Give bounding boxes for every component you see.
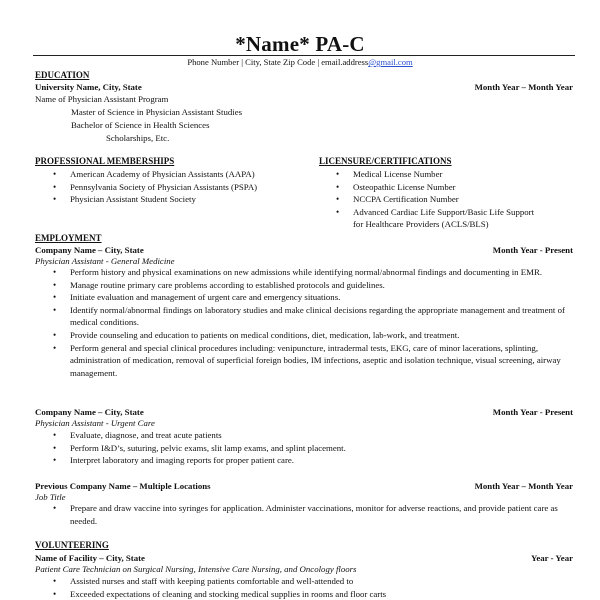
list-item: • NCCPA Certification Number xyxy=(353,193,534,206)
job-2-company: Company Name – City, State xyxy=(35,407,144,417)
job-1-company: Company Name – City, State xyxy=(35,245,144,255)
email-domain-link[interactable]: @gmail.com xyxy=(368,57,413,67)
volunteer-facility: Name of Facility – City, State xyxy=(35,553,145,563)
volunteering-heading: VOLUNTEERING xyxy=(35,540,109,550)
education-dates: Month Year – Month Year xyxy=(474,82,573,92)
job-1-bullets xyxy=(70,266,570,379)
memberships-list xyxy=(70,168,257,206)
list-item: • Perform history and physical examinations on new admissions while identifying normal/abnormal findings and documenting in EMR. xyxy=(70,266,570,279)
list-item: • American Academy of Physician Assistants (AAPA) xyxy=(70,168,257,181)
licensure-continuation: for Healthcare Providers (ACLS/BLS) xyxy=(353,219,489,229)
education-degree-ms: Master of Science in Physician Assistant Studies xyxy=(71,107,243,117)
list-item: • Identify normal/abnormal findings on laboratory studies and make clinical decisions regarding the appropriate management and treatment of medical conditions. xyxy=(70,304,570,329)
memberships-heading: PROFESSIONAL MEMBERSHIPS xyxy=(35,156,175,166)
list-item: • Assisted nurses and staff with keeping patients comfortable and well-attended to xyxy=(70,575,386,588)
list-item: • Provide counseling and education to patients on medical conditions, diet, medication, lab-work, and treatment. xyxy=(70,329,570,342)
education-scholarships: Scholarships, Etc. xyxy=(106,133,170,143)
education-school: University Name, City, State xyxy=(35,82,142,92)
job-3-company: Previous Company Name – Multiple Locations xyxy=(35,481,211,491)
contact-line xyxy=(0,57,600,67)
list-item: • Physician Assistant Student Society xyxy=(70,193,257,206)
list-item: • Exceeded expectations of cleaning and stocking medical supplies in rooms and floor carts xyxy=(70,588,386,600)
list-item: • Interpret laboratory and imaging reports for proper patient care. xyxy=(70,454,346,467)
job-1-dates: Month Year - Present xyxy=(492,245,573,255)
job-3-dates: Month Year – Month Year xyxy=(474,481,573,491)
list-item: • Prepare and draw vaccine into syringes for application. Administer vaccinations, monitor for adverse reactions, and provide patient care as needed. xyxy=(70,502,560,527)
resume-name: *Name* PA-C xyxy=(235,32,365,56)
job-3-role: Job Title xyxy=(35,492,66,502)
list-item: • Osteopathic License Number xyxy=(353,181,534,194)
licensure-heading: LICENSURE/CERTIFICATIONS xyxy=(319,156,452,166)
education-program: Name of Physician Assistant Program xyxy=(35,94,169,104)
volunteer-bullets xyxy=(70,575,386,600)
job-2-bullets xyxy=(70,429,346,467)
list-item: • Perform I&D’s, suturing, pelvic exams, slit lamp exams, and splint placement. xyxy=(70,442,346,455)
header-divider xyxy=(33,55,575,56)
job-2-role: Physician Assistant - Urgent Care xyxy=(35,418,155,428)
list-item: • Evaluate, diagnose, and treat acute patients xyxy=(70,429,346,442)
list-item: • Pennsylvania Society of Physician Assistants (PSPA) xyxy=(70,181,257,194)
licensure-list xyxy=(353,168,534,218)
list-item: • Advanced Cardiac Life Support/Basic Life Support xyxy=(353,206,534,219)
list-item: • Medical License Number xyxy=(353,168,534,181)
job-1-role: Physician Assistant - General Medicine xyxy=(35,256,175,266)
list-item: • Initiate evaluation and management of urgent care and emergency situations. xyxy=(70,291,570,304)
volunteer-role: Patient Care Technician on Surgical Nursing, Intensive Care Nursing, and Oncology floors xyxy=(35,564,357,574)
contact-info: Phone Number | City, State Zip Code | email.address xyxy=(187,57,369,67)
list-item: • Perform general and special clinical procedures including: venipuncture, intradermal tests, EKG, care of minor lacerations, splinting, administration of medication, removal of superficial foreign bodies, IM infections, aseptic and isolation technique, visual screening, airway management. xyxy=(70,342,570,380)
employment-heading: EMPLOYMENT xyxy=(35,233,102,243)
job-3-bullets xyxy=(70,502,560,527)
volunteer-dates: Year - Year xyxy=(530,553,573,563)
education-degree-bs: Bachelor of Science in Health Sciences xyxy=(71,120,210,130)
list-item: • Manage routine primary care problems according to established protocols and guidelines. xyxy=(70,279,570,292)
job-2-dates: Month Year - Present xyxy=(492,407,573,417)
education-heading: EDUCATION xyxy=(35,70,90,80)
